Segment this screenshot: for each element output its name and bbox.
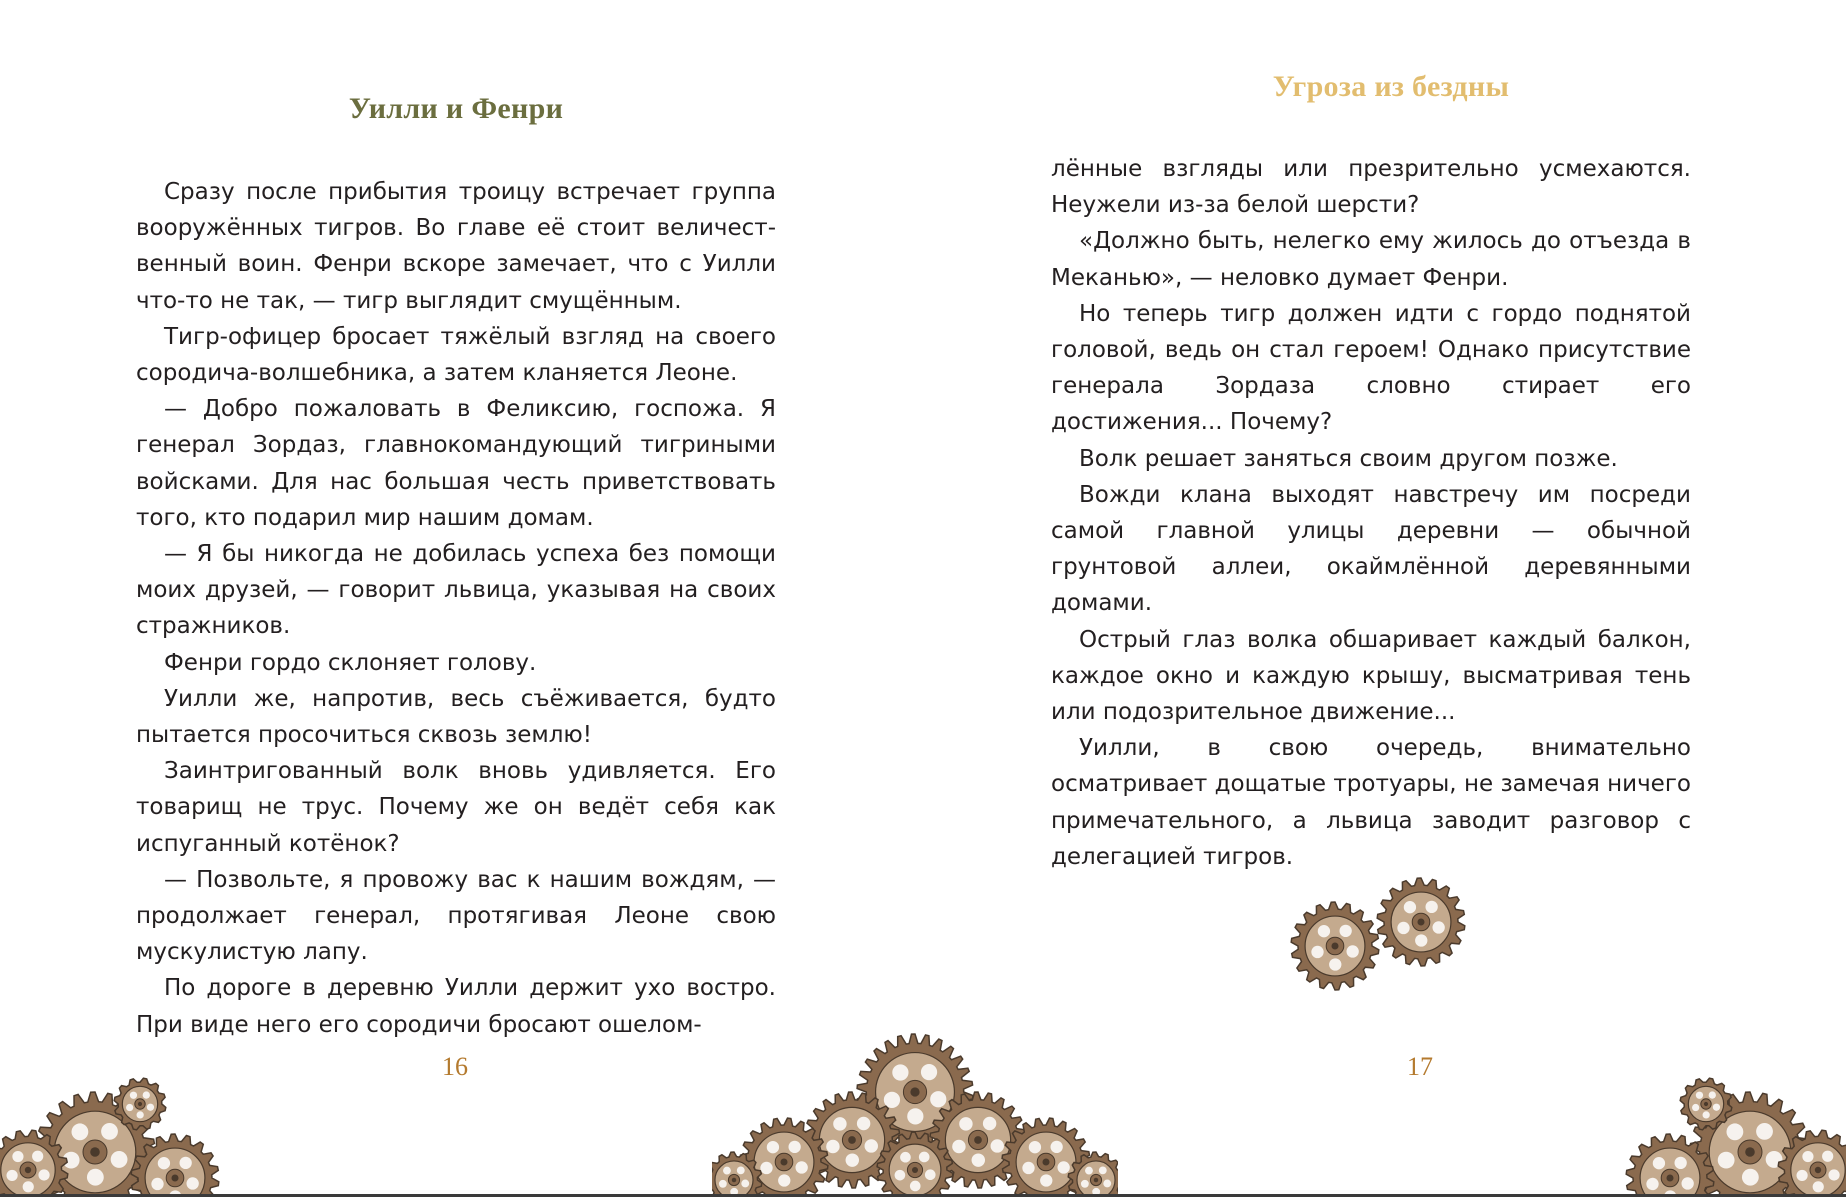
right-body-text: [1051, 151, 1691, 875]
left-paragraph: — Позвольте, я провожу вас к нашим вождям, — продолжает генерал, протягивая Леоне свою мускулистую лапу.: [136, 866, 776, 966]
left-running-title: Уилли и Фенри: [348, 92, 564, 125]
left-paragraph: По дороге в деревню Уилли держит ухо востро. При виде него его сородичи бросают ошелом-: [136, 975, 776, 1038]
gear-cluster-right-icon: [1600, 1060, 1846, 1196]
right-page-number: 17: [1407, 1052, 1433, 1081]
left-paragraph: — Добро пожаловать в Феликсию, госпожа. Я генерал Зордаз, главнокомандующий тигриными войсками. Для нас большая честь приветствовать того, кто подарил мир нашим домам.: [136, 396, 776, 531]
left-body-text: [136, 174, 776, 1043]
right-paragraph: Острый глаз волка обшаривает каждый балкон, каждое окно и каждую крышу, высматривая тень или подозрительное движение...: [1051, 626, 1691, 726]
gears-ornament-icon: [1285, 870, 1475, 1000]
left-paragraph: Заинтригованный волк вновь удивляется. Его товарищ не трус. Почему же он ведёт себя как испуганный котёнок?: [136, 758, 776, 857]
left-paragraph: Фенри гордо склоняет голову.: [164, 649, 537, 676]
left-paragraph: — Я бы никогда не добилась успеха без помощи моих друзей, — говорит львица, указывая на своих стражников.: [136, 541, 776, 640]
left-page-number: 16: [442, 1052, 468, 1081]
right-paragraph: Уилли, в свою очередь, внимательно осматривает дощатые тротуары, не замечая ничего примечательного, а львица заводит разговор с делегацией тигров.: [1051, 735, 1691, 870]
left-paragraph: Сразу после прибытия троицу встречает группа вооружённых тигров. Во главе её стоит величественный воин. Фенри вскоре замечает, что с Уилли что-то не так, — тигр выглядит смущённым.: [136, 179, 776, 314]
right-paragraph: Вожди клана выходят навстречу им посреди самой главной улицы деревни — обычной грунтовой аллеи, окаймлённой деревянными домами.: [1051, 481, 1691, 617]
bottom-edge-rule: [0, 1194, 1846, 1197]
right-paragraph: «Должно быть, нелегко ему жилось до отъезда в Меканью», — неловко думает Фенри.: [1051, 228, 1691, 291]
right-paragraph: Волк решает заняться своим другом позже.: [1079, 445, 1618, 472]
right-page: [923, 0, 1846, 1200]
left-paragraph: Тигр-офицер бросает тяжёлый взгляд на своего сородича-волшебника, а затем кланяется Леоне.: [136, 323, 776, 387]
right-paragraph: Но теперь тигр должен идти с гордо поднятой головой, ведь он стал героем! Однако присутствие генерала Зордаза словно стирает его достижения... Почему?: [1051, 300, 1691, 436]
left-paragraph: Уилли же, напротив, весь съёживается, будто пытается просочиться сквозь землю!: [136, 685, 776, 749]
right-paragraph: лённые взгляды или презрительно усмехаются. Неужели из-за белой шерсти?: [1051, 156, 1691, 219]
right-running-title: Угроза из бездны: [1272, 70, 1510, 103]
gear-cluster-left-icon: [0, 1060, 250, 1196]
gear-cluster-center-icon: [712, 1030, 1118, 1196]
